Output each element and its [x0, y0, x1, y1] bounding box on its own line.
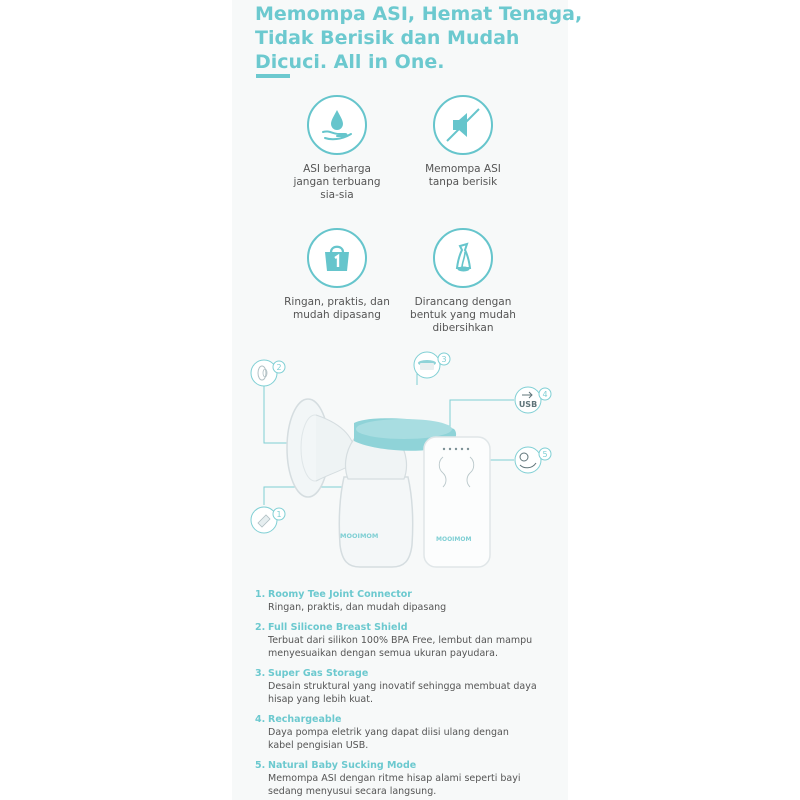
desc-line: hisap yang lebih kuat.	[268, 694, 373, 705]
spec-description	[255, 634, 555, 660]
headline	[255, 2, 583, 74]
spec-title	[255, 588, 555, 601]
spec-title-text: Super Gas Storage	[268, 668, 369, 679]
spec-list	[255, 588, 555, 800]
desc-line: Terbuat dari silikon 100% BPA Free, lembut dan mampu	[268, 635, 533, 646]
desc-line: sedang menyusui secara langsung.	[268, 786, 437, 797]
baby-feeding-icon	[515, 447, 541, 473]
spec-title	[255, 713, 555, 726]
callout-number: 2	[276, 363, 282, 372]
headline-line: Dicuci. All in One.	[255, 51, 445, 73]
callout-4-badge	[539, 388, 551, 400]
callout-2-badge	[273, 361, 285, 373]
muted-speaker-icon	[433, 95, 493, 155]
list-item	[255, 588, 555, 614]
desc-line: Ringan, praktis, dan mudah dipasang	[268, 602, 447, 613]
spec-title-text: Roomy Tee Joint Connector	[268, 589, 412, 600]
caption-line: tanpa berisik	[428, 176, 498, 188]
callout-5-badge	[539, 448, 551, 460]
desc-line: kabel pengisian USB.	[268, 740, 369, 751]
list-item	[255, 713, 555, 752]
feature-silent-pump	[388, 95, 538, 189]
callout-3-badge	[438, 353, 450, 365]
product-diagram	[236, 345, 566, 580]
usb-icon	[515, 387, 541, 413]
caption-line: Memompa ASI	[425, 163, 501, 175]
desc-line: Memompa ASI dengan ritme hisap alami seperti bayi	[268, 773, 521, 784]
desc-line: Desain struktural yang inovatif sehingga membuat daya	[268, 681, 537, 692]
caption-line: bentuk yang mudah	[410, 309, 516, 321]
caption-line: Ringan, praktis, dan	[284, 296, 390, 308]
spec-description	[255, 601, 555, 614]
caption-line: sia-sia	[320, 189, 354, 201]
spec-title-text: Rechargeable	[268, 714, 342, 725]
spec-title	[255, 621, 555, 634]
list-item	[255, 621, 555, 660]
feature-easy-clean	[388, 228, 538, 335]
spec-number: 5.	[255, 760, 266, 771]
spec-description	[255, 772, 555, 798]
spec-number: 1.	[255, 589, 266, 600]
spec-number: 4.	[255, 714, 266, 725]
desc-line: menyesuaikan dengan semua ukuran payudara.	[268, 648, 499, 659]
callout-number: 1	[276, 510, 282, 519]
caption-line: ASI berharga	[303, 163, 371, 175]
usb-label: USB	[518, 400, 538, 409]
list-item	[255, 667, 555, 706]
product-illustration	[236, 345, 566, 580]
caption-line: mudah dipasang	[293, 309, 381, 321]
spec-description	[255, 726, 555, 752]
callout-number: 4	[542, 390, 548, 399]
water-drop-hand-icon	[307, 95, 367, 155]
headline-line: Memompa ASI, Hemat Tenaga,	[255, 3, 583, 25]
spec-number: 3.	[255, 668, 266, 679]
caption-line: Dirancang dengan	[414, 296, 512, 308]
connector-icon	[251, 507, 277, 533]
spec-title	[255, 759, 555, 772]
desc-line: Daya pompa eletrik yang dapat diisi ulang dengan	[268, 727, 509, 738]
bag-weight-icon	[307, 228, 367, 288]
breast-pump-part-icon	[433, 228, 493, 288]
bottle-brand-label: MOOIMOM	[340, 532, 379, 540]
motor-brand-label: MOOIMOM	[436, 536, 472, 543]
callout-1-badge	[273, 508, 285, 520]
feature-caption	[388, 296, 538, 335]
callout-number: 3	[441, 355, 447, 364]
caption-line: jangan terbuang	[293, 176, 381, 188]
callout-number: 5	[542, 450, 548, 459]
feature-caption	[388, 163, 538, 189]
breast-shield-icon	[251, 360, 277, 386]
caption-line: dibersihkan	[432, 322, 494, 334]
gas-storage-icon	[414, 352, 440, 378]
spec-title	[255, 667, 555, 680]
spec-title-text: Natural Baby Sucking Mode	[268, 760, 417, 771]
spec-title-text: Full Silicone Breast Shield	[268, 622, 408, 633]
spec-number: 2.	[255, 622, 266, 633]
list-item	[255, 759, 555, 798]
headline-accent-bar	[256, 74, 290, 78]
spec-description	[255, 680, 555, 706]
headline-line: Tidak Berisik dan Mudah	[255, 27, 520, 49]
